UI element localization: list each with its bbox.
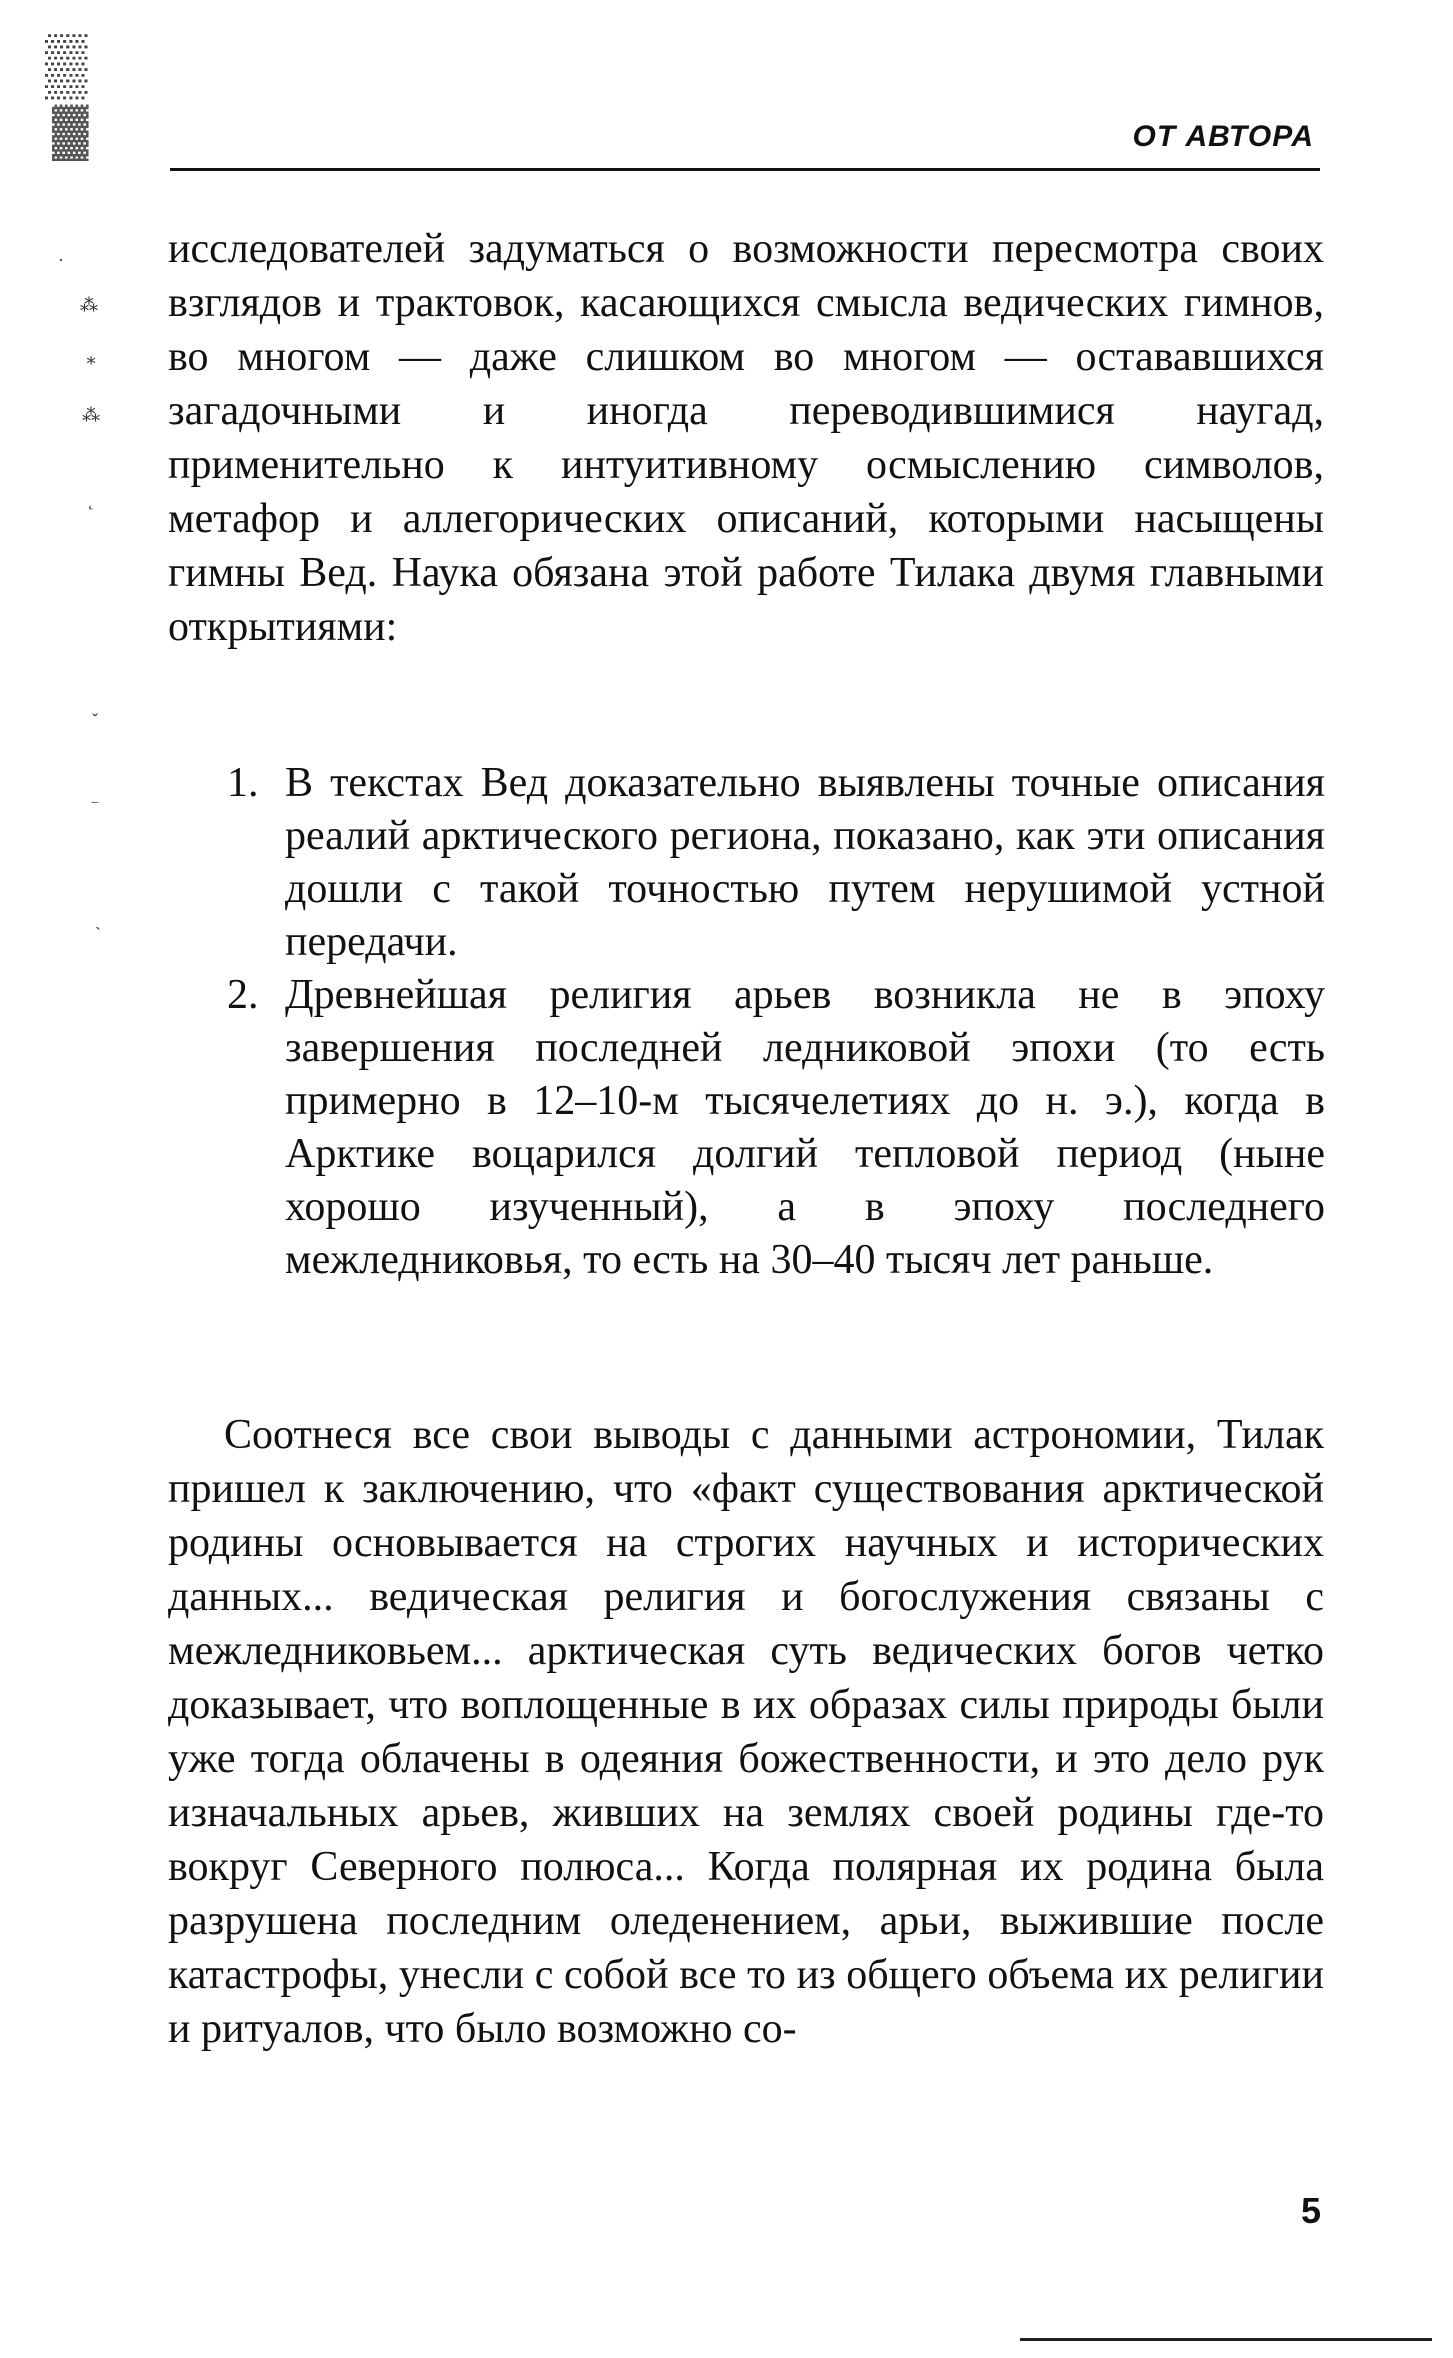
page-header [170, 118, 1320, 171]
list-item [205, 969, 1325, 1287]
scan-noise-mark: ⁂ [82, 405, 100, 425]
page-number: 5 [1300, 2190, 1321, 2231]
scan-noise-mark: ⁂ [80, 295, 98, 315]
list-item-text: Древнейшая религия арьев возникла не в эпоху завершения последней ледниковой эпохи (то есть примерно в 12–10-м тысячелетиях до н. э.), когда в Арктике воцарился долгий тепловой период (ныне хорошо изученный), а в эпоху последнего межледниковья, то есть на 30–40 тысяч лет раньше. [285, 972, 1325, 1283]
scan-noise-mark: ‾ [92, 800, 98, 820]
numbered-list [205, 757, 1325, 1287]
body-paragraph-2: Соотнеся все свои выводы с данными астрономии, Тилак пришел к заключению, что «факт существования арктической родины основывается на строгих научных и исторических данных... ведическая религия и богослужения связаны с межледниковьем... арктическая суть ведических богов четко доказывает, что воплощенные в их образах силы природы были уже тогда облачены в одеяния божественности, и это дело рук изначальных арьев, живших на землях своей родины где-то вокруг Северного полюса... Когда полярная их родина была разрушена последним оледенением, арьи, выжившие после катастрофы, унесли с собой все то из общего объема их религии и ритуалов, что было возможно со- [168, 1412, 1324, 2052]
scan-noise-mark: ∗ [85, 350, 98, 370]
scan-edge-artifacts [40, 20, 110, 1020]
running-header-title: ОТ АВТОРА [1132, 120, 1314, 153]
list-item-text: В текстах Вед доказательно выявлены точные описания реалий арктического региона, показано, как эти описания дошли с такой точностью путем нерушимой устной передачи. [285, 760, 1325, 965]
scan-noise-mark: ˏ [95, 910, 101, 930]
list-item-number: 2. [227, 972, 259, 1018]
scan-noise-mark: ˛ [88, 490, 94, 510]
scan-noise-mark: ▓ [52, 101, 89, 157]
scan-noise-mark: ˇ [92, 710, 98, 730]
scan-noise-mark: · [58, 250, 64, 270]
list-item [205, 757, 1325, 969]
scan-noise-mark: ▒ [45, 31, 88, 97]
bottom-rule [1020, 2338, 1432, 2341]
body-paragraph-1: исследователей задуматься о возможности пересмотра своих взглядов и трактовок, касающихся смысла ведических гимнов, во многом — даже слишком во многом — остававшихся загадочными и иногда переводившимися наугад, применительно к интуитивному осмыслению символов, метафор и аллегорических описаний, которыми насыщены гимны Вед. Наука обязана этой работе Тилака двумя главными открытиями: [168, 226, 1324, 650]
list-item-number: 1. [227, 760, 259, 806]
